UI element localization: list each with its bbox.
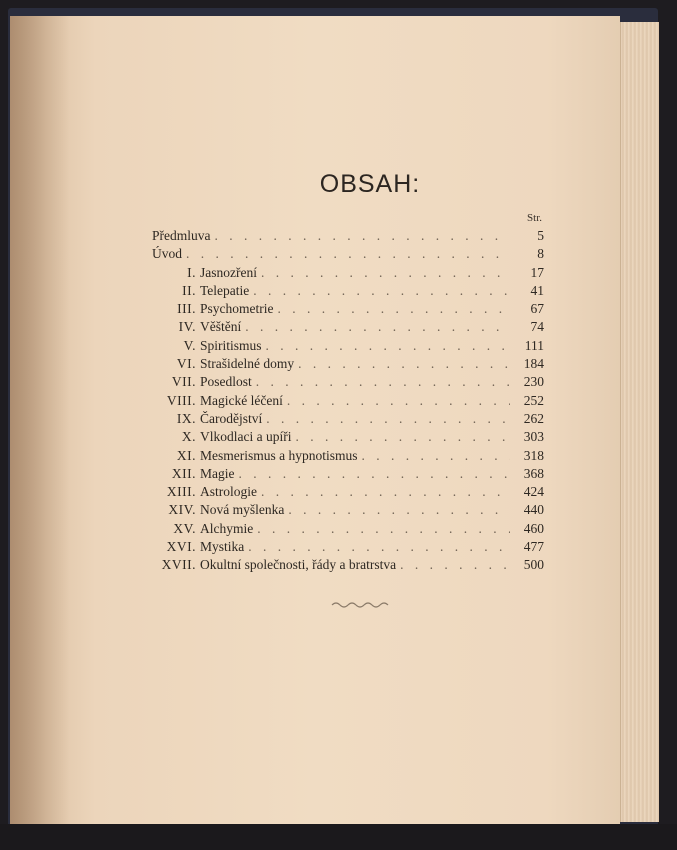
- dot-leader: [248, 539, 510, 555]
- chapter-title: Astrologie: [200, 484, 257, 500]
- chapter-title: Strašidelné domy: [200, 356, 295, 372]
- chapter-title: Spiritismus: [200, 337, 262, 353]
- toc-entry: [152, 429, 544, 447]
- dot-leader: [266, 338, 510, 354]
- dot-leader: [186, 246, 510, 262]
- toc-entry: [152, 374, 544, 392]
- page-number: 5: [537, 228, 544, 243]
- chapter-number: X.: [181, 429, 196, 445]
- toc-entry: [152, 246, 544, 264]
- dot-leader: [400, 557, 510, 573]
- chapter-number: V.: [183, 337, 196, 353]
- dot-leader: [362, 448, 511, 464]
- dot-leader: [261, 265, 510, 281]
- page-number: 8: [537, 246, 544, 262]
- dot-leader: [245, 319, 510, 335]
- chapter-title: Jasnozření: [200, 264, 257, 280]
- chapter-title: Posedlost: [200, 374, 252, 390]
- dot-leader: [287, 393, 510, 409]
- chapter-number: I.: [187, 264, 196, 280]
- page-number: 67: [530, 301, 544, 317]
- dot-leader: [278, 301, 511, 317]
- toc-entry: [152, 356, 544, 374]
- chapter-number: XII.: [171, 465, 196, 481]
- toc-entry: [152, 557, 544, 575]
- dot-leader: [256, 374, 510, 390]
- chapter-title: Mystika: [200, 539, 245, 555]
- chapter-number: III.: [177, 301, 196, 317]
- chapter-number: IX.: [176, 410, 196, 426]
- chapter-number: XI.: [176, 447, 196, 463]
- dot-leader: [253, 283, 510, 299]
- page-number: 477: [523, 539, 544, 555]
- toc-entry: [152, 283, 544, 301]
- page-number: 184: [523, 356, 544, 372]
- chapter-title: Věštění: [200, 319, 242, 335]
- chapter-title: Úvod: [152, 246, 182, 262]
- chapter-number: XVII.: [161, 557, 196, 573]
- toc-entry: [152, 228, 544, 246]
- toc-entry: [152, 265, 544, 283]
- toc-entry: [152, 466, 544, 484]
- dot-leader: [215, 228, 511, 244]
- dot-leader: [257, 521, 510, 537]
- chapter-title: Okultní společnosti, řády a bratrstva: [200, 557, 397, 573]
- page-number: 252: [523, 392, 544, 408]
- dot-leader: [288, 502, 510, 518]
- bottom-shadow: [0, 824, 677, 850]
- chapter-number: XIV.: [168, 502, 196, 518]
- ornament-icon: [330, 600, 390, 610]
- page-number: 41: [530, 282, 544, 298]
- chapter-title: Čarodějství: [200, 410, 263, 426]
- toc-entry: [152, 502, 544, 520]
- toc-entry: [152, 539, 544, 557]
- chapter-title: Mesmerismus a hypnotismus: [200, 447, 358, 463]
- table-of-contents: [152, 228, 544, 576]
- toc-entry: [152, 484, 544, 502]
- dot-leader: [239, 466, 511, 482]
- page-number: 318: [523, 447, 544, 463]
- dot-leader: [261, 484, 510, 500]
- page-column-label: Str.: [527, 212, 542, 224]
- toc-entry: [152, 393, 544, 411]
- chapter-title: Vlkodlaci a upíři: [200, 429, 292, 445]
- page-stack-edge: [620, 22, 659, 822]
- dot-leader: [298, 356, 510, 372]
- dot-leader: [295, 429, 510, 445]
- page-number: 262: [523, 410, 544, 426]
- page-number: 460: [523, 520, 544, 536]
- chapter-title: Magické léčení: [200, 392, 283, 408]
- chapter-title: Telepatie: [200, 282, 250, 298]
- chapter-number: IV.: [178, 319, 196, 335]
- chapter-title: Předmluva: [152, 228, 211, 243]
- toc-entry: [152, 338, 544, 356]
- chapter-number: XIII.: [166, 484, 196, 500]
- toc-entry: [152, 411, 544, 429]
- chapter-number: VIII.: [166, 392, 196, 408]
- toc-heading: OBSAH:: [319, 170, 421, 198]
- dot-leader: [266, 411, 510, 427]
- chapter-title: Nová myšlenka: [200, 502, 285, 518]
- chapter-number: II.: [182, 282, 196, 298]
- chapter-title: Alchymie: [200, 520, 254, 536]
- toc-entry: [152, 521, 544, 539]
- chapter-number: VI.: [176, 356, 196, 372]
- page-number: 74: [530, 319, 544, 335]
- toc-entry: [152, 448, 544, 466]
- chapter-title: Psychometrie: [200, 301, 274, 317]
- toc-entry: [152, 319, 544, 337]
- page-number: 500: [523, 557, 544, 573]
- page-number: 111: [524, 337, 544, 353]
- page-number: 368: [523, 465, 544, 481]
- chapter-number: XVI.: [166, 539, 196, 555]
- page-number: 440: [523, 502, 544, 518]
- page-number: 17: [530, 264, 544, 280]
- page-number: 303: [523, 429, 544, 445]
- chapter-number: XV.: [173, 520, 196, 536]
- page-number: 230: [523, 374, 544, 390]
- page-number: 424: [523, 484, 544, 500]
- chapter-title: Magie: [200, 465, 235, 481]
- page-gutter-shadow: [10, 16, 70, 824]
- chapter-number: VII.: [171, 374, 196, 390]
- toc-entry: [152, 301, 544, 319]
